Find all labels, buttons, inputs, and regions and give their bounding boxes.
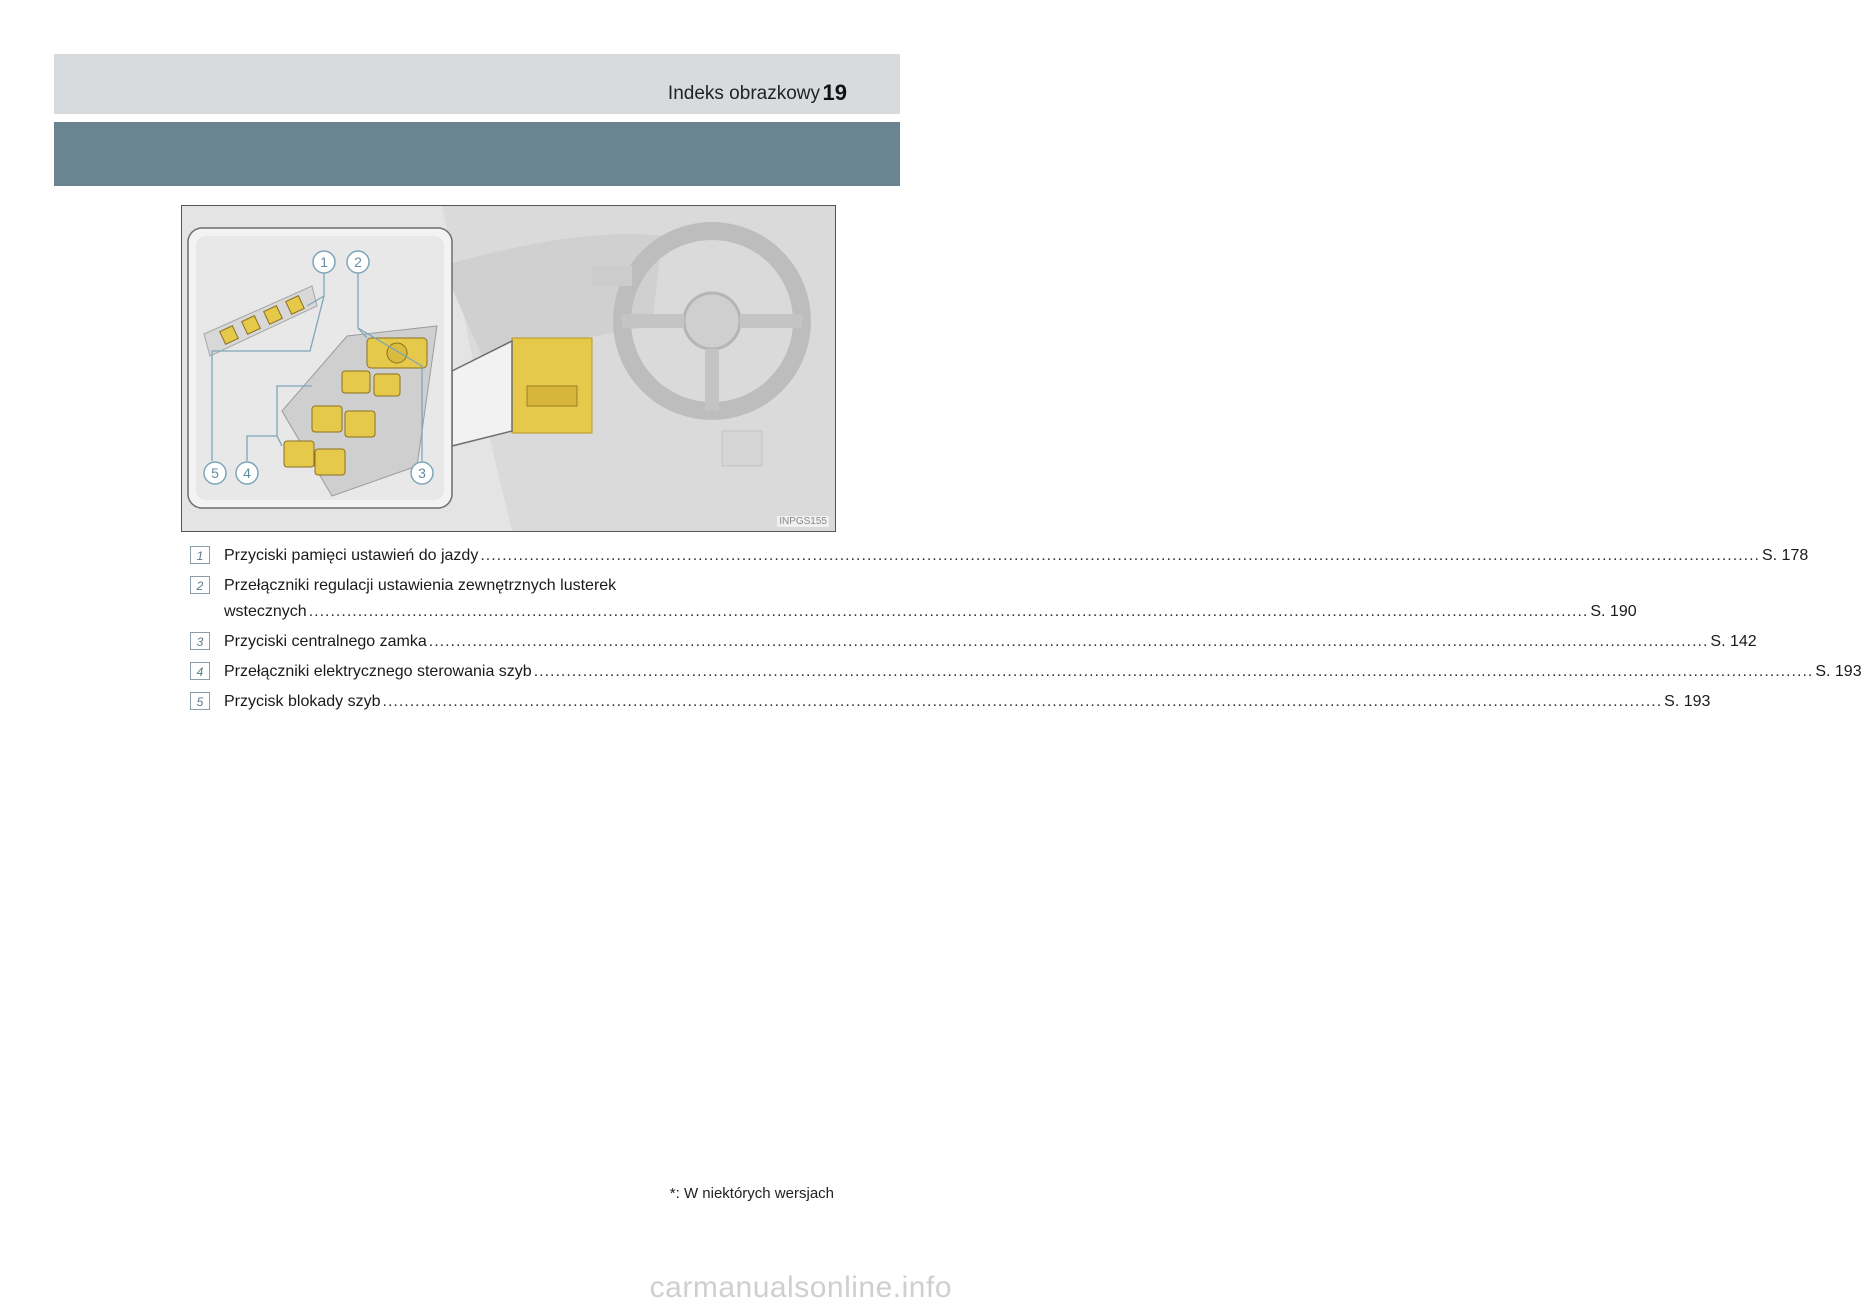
page-ref-link[interactable]: S. 142 xyxy=(1710,633,1757,650)
item-text xyxy=(224,573,1637,625)
page-ref-link[interactable]: S. 190 xyxy=(1590,603,1637,620)
item-line xyxy=(224,543,1808,569)
image-code: INPGS155 xyxy=(779,516,827,527)
page-ref-link[interactable]: S. 193 xyxy=(1664,693,1711,710)
leader-dots xyxy=(383,689,1663,715)
page-number: 19 xyxy=(822,80,847,105)
item-text xyxy=(224,543,1808,569)
footnote: *: W niektórych wersjach xyxy=(669,1185,834,1202)
page-ref-link[interactable]: S. 178 xyxy=(1761,547,1809,564)
item-number-badge: 2 xyxy=(190,576,210,594)
leader-dots xyxy=(534,659,1814,685)
item-number-badge: 5 xyxy=(190,692,210,710)
item-line xyxy=(224,599,1637,625)
list-item xyxy=(190,659,1862,685)
item-text xyxy=(224,659,1862,685)
item-line xyxy=(224,659,1862,685)
item-line xyxy=(224,689,1710,715)
item-line xyxy=(224,629,1757,655)
reference-list xyxy=(190,543,1862,719)
watermark: carmanualsonline.info xyxy=(649,1271,952,1304)
item-label: Przyciski centralnego zamka xyxy=(224,633,427,650)
item-text xyxy=(224,629,1757,655)
item-label: Przyciski pamięci ustawień do jazdy xyxy=(224,547,479,564)
item-number-badge: 4 xyxy=(190,662,210,680)
list-item xyxy=(190,573,1637,625)
item-number-badge: 1 xyxy=(190,546,210,564)
door-switch-illustration xyxy=(181,205,836,532)
item-label: Przełączniki elektrycznego sterowania szyb xyxy=(224,663,532,680)
list-item xyxy=(190,689,1711,715)
page-ref-link[interactable]: S. 193 xyxy=(1815,663,1862,680)
callout-5: 5 xyxy=(211,465,219,481)
item-label-continued: wstecznych xyxy=(224,603,307,620)
callout-3: 3 xyxy=(418,465,426,481)
item-label: Przycisk blokady szyb xyxy=(224,693,381,710)
callout-1: 1 xyxy=(320,254,328,270)
section-title: Indeks obrazkowy xyxy=(667,83,820,104)
leader-dots xyxy=(480,543,1760,569)
item-number-badge: 3 xyxy=(190,632,210,650)
leader-dots xyxy=(429,629,1709,655)
item-line xyxy=(224,573,1637,599)
list-item xyxy=(190,629,1757,655)
item-label: Przełączniki regulacji ustawienia zewnętrznych lusterek xyxy=(224,577,617,594)
item-text xyxy=(224,689,1710,715)
callout-2: 2 xyxy=(354,254,362,270)
leader-dots xyxy=(309,599,1589,625)
list-item xyxy=(190,543,1809,569)
accent-band xyxy=(54,122,900,186)
callout-4: 4 xyxy=(243,465,251,481)
